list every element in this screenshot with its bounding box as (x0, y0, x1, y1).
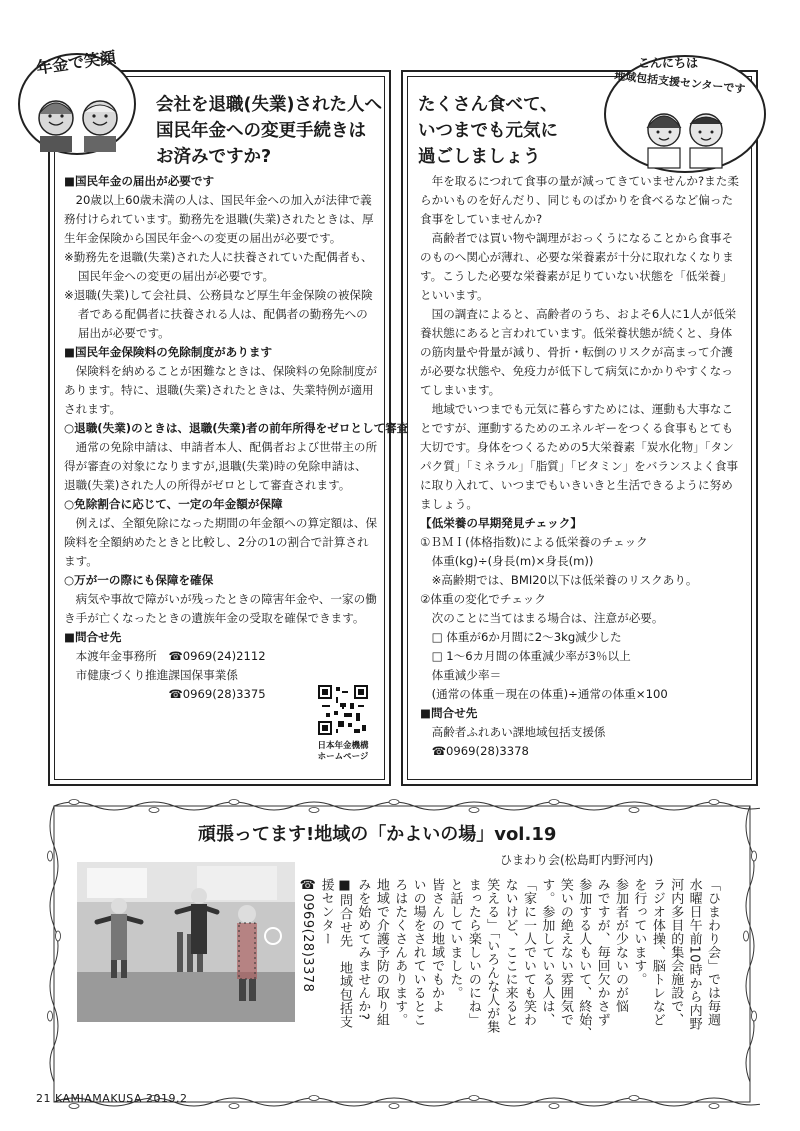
section-heading: ■問合せ先 (420, 706, 478, 720)
kayoi-column: 河内多目的集会施設で、 (668, 878, 684, 1027)
qr-caption (305, 741, 381, 763)
kayoi-column: まったら楽しいのにね」 (465, 878, 481, 1027)
body-paragraph: ①ＢＭＩ(体格指数)による低栄養のチェック (420, 535, 648, 549)
section-heading: ■国民年金の届出が必要です (64, 174, 215, 188)
section-heading: ■国民年金保険料の免除制度があります (64, 345, 273, 359)
pension-body (64, 172, 409, 704)
kayoi-column: す。参加している人は、 (539, 878, 555, 1027)
support-badge-greeting: こんにちは (638, 56, 699, 70)
body-paragraph: 市健康づくり推進課国保事業係 (75, 668, 238, 682)
qr-caption-line-2: ホームページ (317, 752, 369, 762)
kayoi-column: みですが、毎回欠かさず (594, 878, 610, 1027)
body-paragraph: ☎0969(28)3378 (431, 744, 529, 758)
body-paragraph: 体重(kg)÷(身長(m)×身長(m)) (431, 554, 594, 568)
body-paragraph: (通常の体重－現在の体重)÷通常の体重×100 (431, 687, 668, 701)
kayoi-column: ないけど、ここに来ると (502, 878, 518, 1027)
section-heading: ○退職(失業)のときは、退職(失業)者の前年所得をゼロとして審査 (64, 421, 409, 435)
kayoi-column: と話していました。 (447, 878, 463, 1000)
kayoi-column: 「ひまわり会」では毎週 (705, 878, 720, 1027)
body-paragraph: ※勤務先を退職(失業)された人に扶養されていた配偶者も、国民年金への変更の届出が必要です。 (64, 250, 373, 283)
section-heading: ○免除割合に応じて、一定の年金額が保障 (64, 497, 283, 511)
pension-title-line-1: 会社を退職(失業)された人へ (156, 95, 382, 115)
qr-code-icon (318, 685, 368, 735)
kayoi-title: 頑張ってます!地域の「かよいの場」vol.19 (198, 824, 557, 845)
kayoi-column: ■問合せ先 地域包括支 (337, 878, 352, 1029)
body-paragraph: 体重減少率＝ (431, 668, 502, 682)
nutrition-title-line-2: いつまでも元気に (418, 121, 558, 141)
people-exercising-icon (77, 862, 295, 1022)
nutrition-body (420, 172, 742, 761)
kayoi-column: ろはたくさんあります。 (392, 878, 408, 1027)
kayoi-column: 笑いの絶えない雰囲気で (557, 878, 573, 1027)
kayoi-column: みを始めてみませんか? (355, 878, 371, 1021)
nutrition-title-line-1: たくさん食べて、 (418, 95, 558, 115)
kayoi-column: ラジオ体操、脳トレなど (649, 878, 665, 1027)
kayoi-subtitle: ひまわり会(松島町内野河内) (500, 853, 654, 867)
kayoi-column: 地域で介護予防の取り組 (373, 878, 389, 1027)
qr-code[interactable] (318, 685, 368, 735)
body-paragraph: 20歳以上60歳未満の人は、国民年金への加入が法律で義務付けられています。勤務先を退職(失業)されたときは、厚生年金保険から国民年金への変更の届出が必要です。 (64, 193, 374, 245)
kayoi-column: 皆さんの地域でもかよ (429, 878, 444, 1013)
body-paragraph: ※高齢期では、BMI20以下は低栄養のリスクあり。 (431, 573, 698, 587)
pension-title-line-2: 国民年金への変更手続きは (156, 121, 366, 141)
pension-badge-label: 年金で笑顔 (35, 47, 118, 78)
kayoi-body (298, 878, 722, 1040)
body-paragraph: 高齢者ふれあい課地域包括支援係 (431, 725, 606, 739)
body-paragraph: 国の調査によると、高齢者のうち、およそ6人に1人が低栄養状態にあると言われています。低栄養状態が続くと、身体の筋肉量や骨量が減り、骨折・転倒のリスクが高まって介護が必要な状態や、免疫力が低下して病気にかかりやすくなってしまいます。 (420, 307, 737, 397)
exercise-photo (77, 862, 295, 1022)
nutrition-title-line-3: 過ごしましょう (418, 147, 541, 167)
body-paragraph: □ 体重が6か月間に2～3kg減少した (431, 630, 622, 644)
body-paragraph: 本渡年金事務所 ☎0969(24)2112 (75, 649, 266, 663)
qr-caption-line-1: 日本年金機構 (317, 741, 369, 751)
body-paragraph: □ 1～6カ月間の体重減少率が3％以上 (431, 649, 631, 663)
body-paragraph: 高齢者では買い物や調理がおっくうになることから食事そのものへ関心が薄れ、必要な栄養素が十分に取れなくなります。こうした必要な栄養素が足りていない状態を「低栄養」といいます。 (420, 231, 734, 302)
section-heading: ■問合せ先 (64, 630, 122, 644)
body-paragraph: ※退職(失業)して会社員、公務員など厚生年金保険の被保険者である配偶者に扶養される人は、配偶者の勤務先への届出が必要です。 (64, 288, 373, 340)
body-paragraph: 病気や事故で障がいが残ったときの障害年金や、一家の働き手が亡くなったときの遺族年金の受取を確保できます。 (64, 592, 377, 625)
kayoi-column: 参加する人もいて、終始、 (576, 878, 592, 1040)
kayoi-column: いの場をされているとこ (410, 878, 426, 1027)
support-center-badge (600, 48, 770, 176)
body-paragraph: 地域でいつまでも元気に暮らすためには、運動も大事なことですが、運動するためのエネルギーをつくる食事もとても大切です。身体をつくるための5大栄養素「炭水化物」「タンパク質」「ミネラル」「脂質」「ビタミン」をバランスよく食事に取り入れて、いつまでもいきいきと生活できるように努めましょう。 (420, 402, 739, 511)
kayoi-column: 笑える」「いろんな人が集 (484, 878, 500, 1034)
section-heading: 【低栄養の早期発見チェック】 (420, 516, 582, 530)
body-paragraph: 保険料を納めることが困難なときは、保険料の免除制度があります。特に、退職(失業)されたときは、失業特例が適用されます。 (64, 364, 378, 416)
section-heading: ○万が一の際にも保障を確保 (64, 573, 214, 587)
body-paragraph: 年を取るにつれて食事の量が減ってきていませんか?また柔らかいものを好んだり、同じものばかりを食べるなど偏った食事をしていませんか? (420, 174, 739, 226)
body-paragraph: ☎0969(28)3375 (75, 687, 266, 701)
body-paragraph: 通常の免除申請は、申請者本人、配偶者および世帯主の所得が審査の対象になりますが,退職(失業)時の免除申請は、退職(失業)された人の所得がゼロとして審査されます。 (64, 440, 378, 492)
kayoi-column: を行っています。 (631, 878, 647, 986)
body-paragraph: 次のことに当てはまる場合は、注意が必要。 (431, 611, 664, 625)
kayoi-column: 水曜日午前10時から内野 (686, 878, 702, 1031)
body-paragraph: ②体重の変化でチェック (420, 592, 546, 606)
page-footer: 21 KAMIAMAKUSA 2019.2 (36, 1092, 188, 1105)
pension-badge (14, 44, 140, 156)
kayoi-column: 参加者が少ないのが悩 (613, 878, 628, 1013)
body-paragraph: 例えば、全額免除になった期間の年金額への算定額は、保険料を全額納めたときと比較し、2分の1の割合で計算されます。 (64, 516, 378, 568)
pension-title-line-3: お済みですか? (156, 147, 272, 167)
kayoi-column: 援センター (318, 878, 334, 946)
support-badge-label: 地域包括支援センターです (613, 69, 746, 96)
kayoi-column: ☎0969(28)3378 (300, 878, 316, 993)
kayoi-column: 「家に一人でいても笑わ (521, 878, 536, 1027)
